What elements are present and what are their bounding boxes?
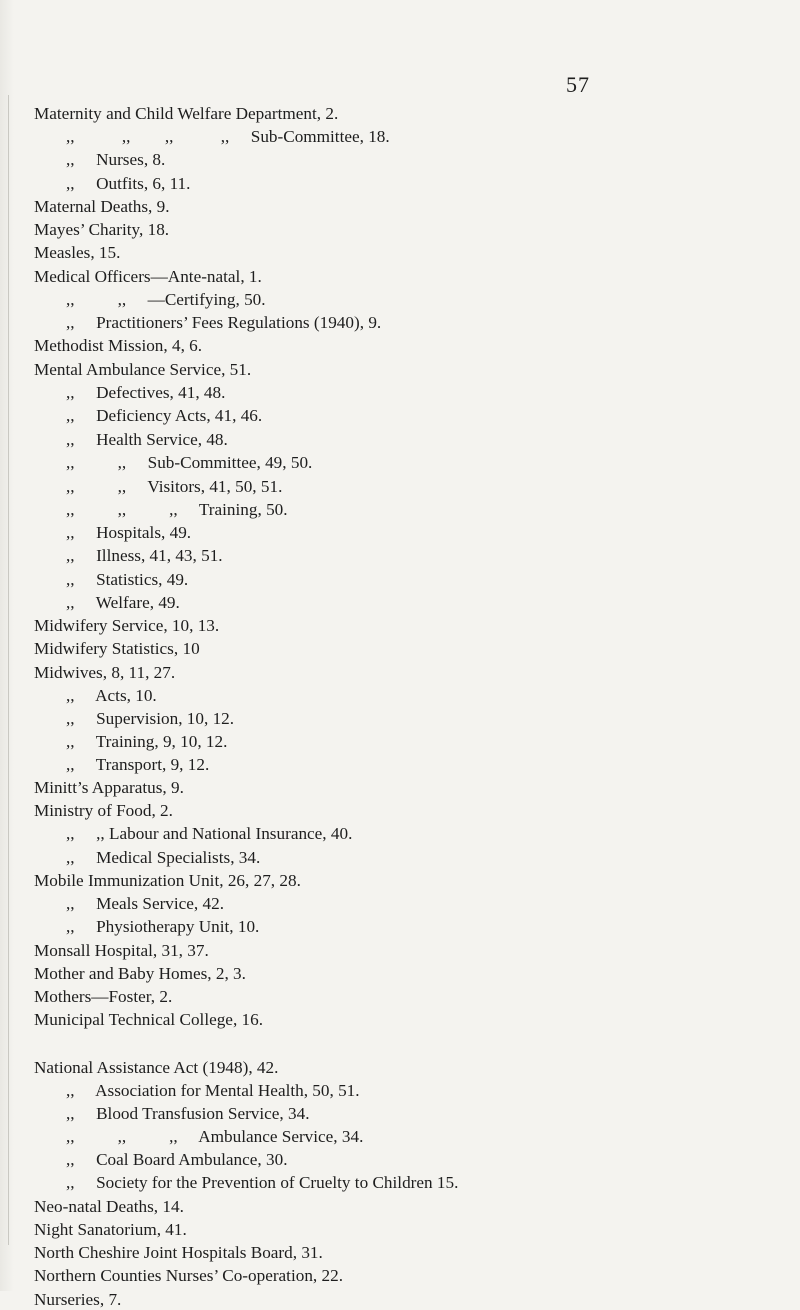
index-entry: North Cheshire Joint Hospitals Board, 31.: [34, 1243, 323, 1263]
index-entry: Monsall Hospital, 31, 37.: [34, 940, 209, 960]
index-entry: Minitt’s Apparatus, 9.: [34, 778, 184, 798]
index-entry: ,, ,, ,, Training, 50.: [66, 499, 288, 519]
index-entry: ,, Illness, 41, 43, 51.: [66, 545, 223, 565]
index-entry: Methodist Mission, 4, 6.: [34, 336, 203, 356]
index-entry: ,, Coal Board Ambulance, 30.: [66, 1150, 288, 1170]
index-entry: ,, Physiotherapy Unit, 10.: [66, 916, 260, 936]
index-entry: ,, Training, 9, 10, 12.: [66, 732, 228, 752]
index-entry: ,, Association for Mental Health, 50, 51.: [66, 1080, 360, 1100]
index-entry: Mobile Immunization Unit, 26, 27, 28.: [34, 870, 301, 890]
index-entry: Maternal Deaths, 9.: [34, 197, 170, 217]
index-entry: ,, Blood Transfusion Service, 34.: [66, 1104, 310, 1124]
index-entry: Neo-natal Deaths, 14.: [34, 1197, 184, 1217]
index-entry: Measles, 15.: [34, 243, 121, 263]
index-entry: Midwifery Statistics, 10: [34, 639, 200, 658]
index-entry: Nurseries, 7.: [34, 1289, 122, 1309]
index-entry: National Assistance Act (1948), 42.: [34, 1057, 279, 1077]
index-entry: ,, Society for the Prevention of Cruelty to Children 15.: [66, 1173, 459, 1193]
index-entry: ,, ,, Visitors, 41, 50, 51.: [66, 476, 283, 496]
index-entry: ,, Nurses, 8.: [66, 149, 166, 169]
index-entry: ,, Statistics, 49.: [66, 569, 189, 589]
index-entry: ,, ,, Sub-Committee, 49, 50.: [66, 452, 313, 472]
index-entry: Night Sanatorium, 41.: [34, 1220, 187, 1240]
index-entry: Midwifery Service, 10, 13.: [34, 615, 220, 635]
index-entry: Mental Ambulance Service, 51.: [34, 360, 252, 380]
index-entry: ,, ,, —Certifying, 50.: [66, 290, 266, 310]
index-entry: ,, Transport, 9, 12.: [66, 755, 210, 775]
index-entry: ,, ,, ,, ,, Sub-Committee, 18.: [66, 126, 390, 146]
index-entry: Mothers—Foster, 2.: [34, 986, 173, 1006]
index-entry: Northern Counties Nurses’ Co-operation, 22.: [34, 1266, 343, 1286]
page-number: 57: [566, 72, 590, 97]
index-entry: Ministry of Food, 2.: [34, 801, 173, 821]
index-entry: ,, Deficiency Acts, 41, 46.: [66, 406, 263, 426]
index-entry: Municipal Technical College, 16.: [34, 1009, 264, 1029]
index-entry: ,, Practitioners’ Fees Regulations (1940), 9.: [66, 313, 382, 333]
index-entry: Maternity and Child Welfare Department, 2.: [34, 103, 339, 123]
index-entry: ,, ,, ,, Ambulance Service, 34.: [66, 1127, 364, 1147]
index-entry: Mother and Baby Homes, 2, 3.: [34, 963, 246, 983]
index-entry: ,, Acts, 10.: [66, 686, 157, 706]
index-entry: ,, Supervision, 10, 12.: [66, 709, 235, 729]
index-entry: ,, Defectives, 41, 48.: [66, 383, 226, 403]
index-entry: ,, Meals Service, 42.: [66, 893, 224, 913]
index-entry: Midwives, 8, 11, 27.: [34, 662, 176, 682]
index-entry: ,, Health Service, 48.: [66, 429, 228, 449]
index-entry: Mayes’ Charity, 18.: [34, 220, 170, 240]
index-entry: ,, Medical Specialists, 34.: [66, 847, 261, 867]
index-entry: ,, ,, Labour and National Insurance, 40.: [66, 824, 353, 844]
index-entry: ,, Welfare, 49.: [66, 592, 180, 612]
index-entry: ,, Outfits, 6, 11.: [66, 173, 191, 193]
index-entry: ,, Hospitals, 49.: [66, 522, 192, 542]
index-entry: Medical Officers—Ante-natal, 1.: [34, 267, 262, 287]
